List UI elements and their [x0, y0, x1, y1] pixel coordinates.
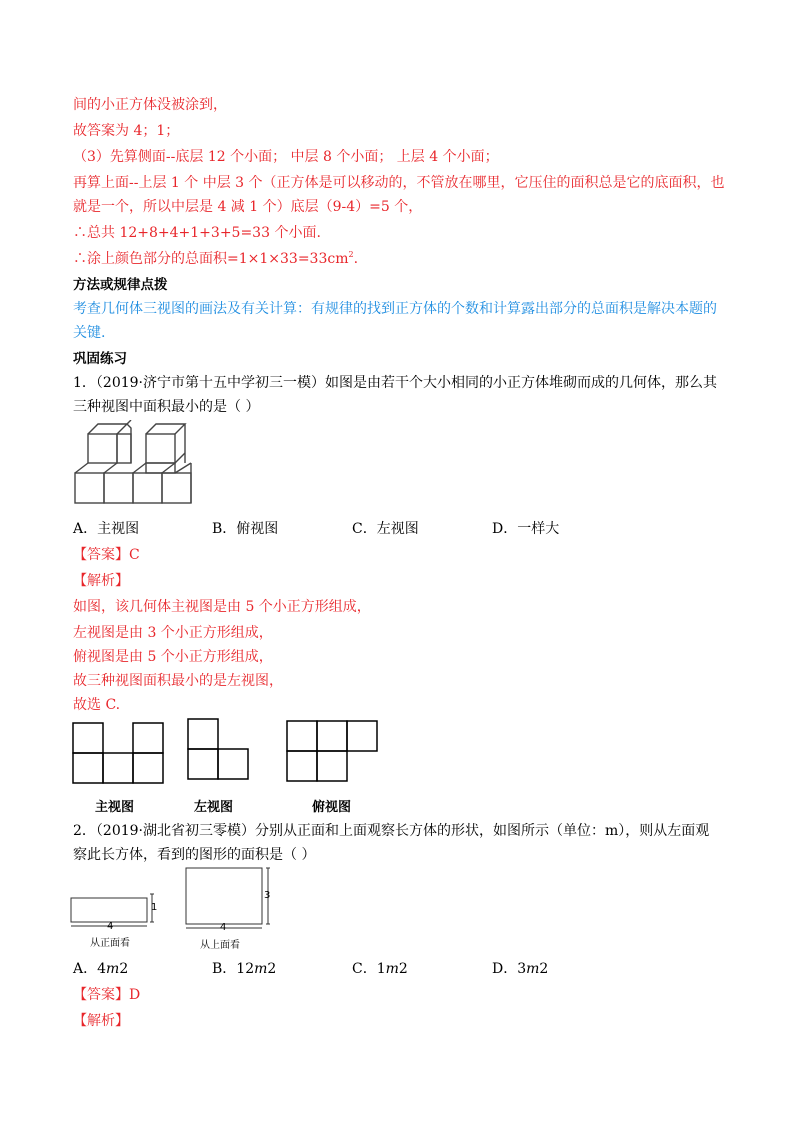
q1-option-a: A．主视图 — [73, 521, 140, 537]
solution-line-1: 间的小正方体没被涂到， — [73, 97, 227, 113]
q1-line-1: 1．（2019·济宁市第十五中学初三一模）如图是由若干个大小相同的小正方体堆砌而成的几何体，那么其 — [73, 375, 717, 391]
q2-top-caption: 从上面看 — [200, 940, 240, 951]
q1-option-c: C．左视图 — [352, 521, 419, 537]
q2-analysis-label: 【解析】 — [73, 1013, 129, 1029]
q1-answer: 【答案】C — [73, 547, 140, 563]
method-heading: 方法或规律点拨 — [73, 277, 168, 293]
q1-option-d: D．一样大 — [492, 521, 560, 537]
solution-line-3: （3）先算侧面--底层 12 个小面； 中层 8 个小面； 上层 4 个小面； — [73, 149, 499, 165]
q1-analysis-line-5: 故选 C. — [73, 697, 121, 713]
q2-front-caption: 从正面看 — [90, 938, 130, 949]
q1-analysis-line-3: 俯视图是由 5 个小正方形组成， — [73, 649, 273, 665]
solution-line-7: ∴涂上颜色部分的总面积$=1\times 1\times 33=33cm^2$. — [73, 250, 359, 267]
q1-cube-stack-figure — [74, 420, 192, 506]
q1-top-view-caption: 俯视图 — [312, 800, 352, 815]
method-text-2: 关键. — [73, 325, 106, 341]
q1-left-view-figure — [187, 718, 249, 780]
q2-top-view-figure — [182, 866, 274, 934]
q2-option-b: B．12m2 — [212, 961, 277, 977]
q2-front-height-label: 1 — [151, 902, 158, 913]
solution-line-6: ∴总共 12+8+4+1+3+5=33 个小面. — [73, 225, 321, 241]
q1-line-2: 三种视图中面积最小的是（ ） — [73, 399, 260, 415]
q1-analysis-line-1: 如图，该几何体主视图是由 5 个小正方形组成， — [73, 599, 371, 615]
solution-line-2: 故答案为 4；1； — [73, 123, 180, 139]
practice-heading: 巩固练习 — [73, 351, 127, 367]
q1-analysis-line-4: 故三种视图面积最小的是左视图， — [73, 673, 283, 689]
q1-analysis-label: 【解析】 — [73, 573, 129, 589]
q1-option-b: B．俯视图 — [212, 521, 279, 537]
q2-line-1: 2．（2019·湖北省初三零模）分别从正面和上面观察长方体的形状，如图所示（单位：m），则从左面观 — [73, 823, 710, 839]
q2-front-view-figure — [70, 890, 162, 930]
q2-option-a: A．4m2 — [73, 961, 129, 977]
q2-option-d: D．3m2 — [492, 961, 549, 977]
q2-line-2: 察此长方体，看到的图形的面积是（ ） — [73, 847, 316, 863]
q1-front-view-figure — [72, 722, 164, 784]
method-text-1: 考查几何体三视图的画法及有关计算：有规律的找到正方体的个数和计算露出部分的总面积是解决本题的 — [73, 301, 717, 317]
q2-option-c: C．1m2 — [352, 961, 408, 977]
solution-line-5: 就是一个，所以中层是 4 减 1 个）底层（9-4）=5 个， — [73, 199, 423, 215]
q1-top-view-figure — [286, 720, 378, 782]
q1-front-view-caption: 主视图 — [95, 800, 135, 815]
q1-left-view-caption: 左视图 — [194, 800, 234, 815]
solution-line-4: 再算上面--上层 1 个 中层 3 个（正方体是可以移动的，不管放在哪里，它压住的面积总是它的底面积，也 — [73, 175, 725, 191]
q2-top-width-label: 4 — [220, 922, 227, 933]
q1-analysis-line-2: 左视图是由 3 个小正方形组成， — [73, 625, 273, 641]
q2-answer: 【答案】D — [73, 987, 141, 1003]
q2-front-width-label: 4 — [107, 921, 114, 932]
q2-top-height-label: 3 — [264, 890, 271, 901]
